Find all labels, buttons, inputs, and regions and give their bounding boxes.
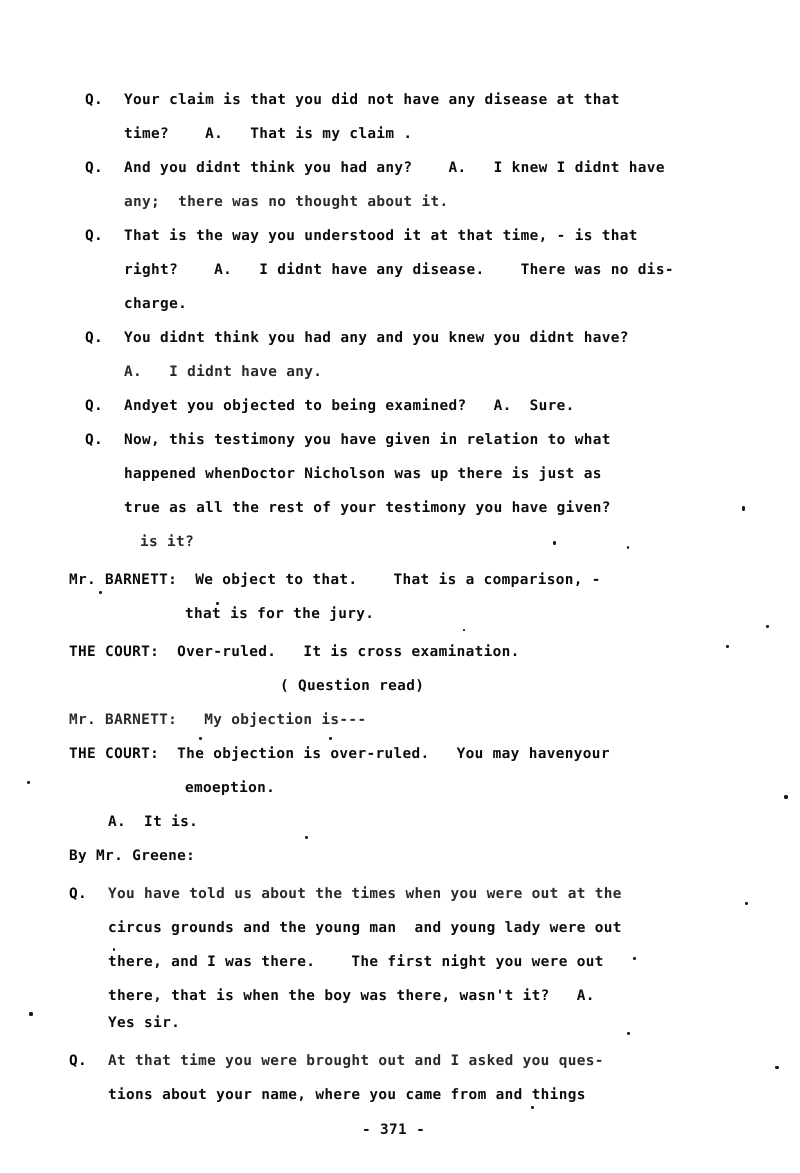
scan-speck [199,737,202,740]
transcript-line: there, and I was there. The first night you were out [108,954,604,970]
scan-speck [531,1106,534,1109]
scan-speck [784,795,788,799]
transcript-line: A. I didnt have any. [124,364,323,380]
transcript-line: happened whenDoctor Nicholson was up there is just as [124,466,602,482]
scan-speck [726,645,729,648]
scan-speck [463,629,465,631]
transcript-line: emoeption. [185,780,276,796]
scan-speck [766,625,769,628]
speaker-marker: Q. [85,228,104,244]
transcript-line: circus grounds and the young man and young lady were out [108,920,622,936]
speaker-marker: Q. [85,432,104,448]
scan-speck [113,948,115,951]
speaker-marker: Q. [85,330,104,346]
scan-speck [633,957,636,960]
speaker-marker: Q. [85,398,104,414]
transcript-line: is it? [140,534,195,550]
scan-speck [742,506,745,511]
transcript-line: Andyet you objected to being examined? A. Sure. [124,398,575,414]
transcript-line: that is for the jury. [185,606,375,622]
scan-speck [29,1012,33,1016]
transcript-line: That is the way you understood it at that time, - is that [124,228,638,244]
transcript-line: At that time you were brought out and I asked you ques- [108,1053,604,1069]
transcript-line: And you didnt think you had any? A. I knew I didnt have [124,160,665,176]
scan-speck [329,737,332,740]
scan-speck [305,836,308,839]
scan-speck [27,781,30,784]
page-number: - 371 - [362,1122,426,1138]
transcript-line: charge. [124,296,188,312]
transcript-line: THE COURT: Over-ruled. It is cross examination. [69,644,520,660]
speaker-marker: Q. [69,1053,88,1069]
transcript-line: tions about your name, where you came from and things [108,1087,586,1103]
transcript-line: Your claim is that you did not have any disease at that [124,92,620,108]
transcript-line: A. It is. [108,814,199,830]
scan-speck [775,1066,779,1069]
scan-speck [553,541,556,545]
scan-speck [745,902,748,905]
transcript-line: time? A. That is my claim . [124,126,413,142]
transcript-line: By Mr. Greene: [69,848,196,864]
transcript-line: You didnt think you had any and you knew you didnt have? [124,330,629,346]
speaker-marker: Q. [85,92,104,108]
transcript-line: any; there was no thought about it. [124,194,449,210]
scan-speck [627,1032,630,1035]
transcript-line: Mr. BARNETT: We object to that. That is a comparison, - [69,572,601,588]
transcript-line: THE COURT: The objection is over-ruled. You may havenyour [69,746,610,762]
scan-speck [99,591,102,594]
transcript-line: Yes sir. [108,1015,181,1031]
scan-speck [216,602,219,605]
transcript-line: Now, this testimony you have given in relation to what [124,432,611,448]
transcript-line: there, that is when the boy was there, wasn't it? A. [108,988,595,1004]
transcript-line: ( Question read) [280,678,425,694]
transcript-line: Mr. BARNETT: My objection is--- [69,712,367,728]
speaker-marker: Q. [85,160,104,176]
speaker-marker: Q. [69,886,88,902]
transcript-line: You have told us about the times when you were out at the [108,886,622,902]
transcript-line: true as all the rest of your testimony you have given? [124,500,611,516]
transcript-line: right? A. I didnt have any disease. There was no dis- [124,262,674,278]
scan-speck [627,546,629,549]
